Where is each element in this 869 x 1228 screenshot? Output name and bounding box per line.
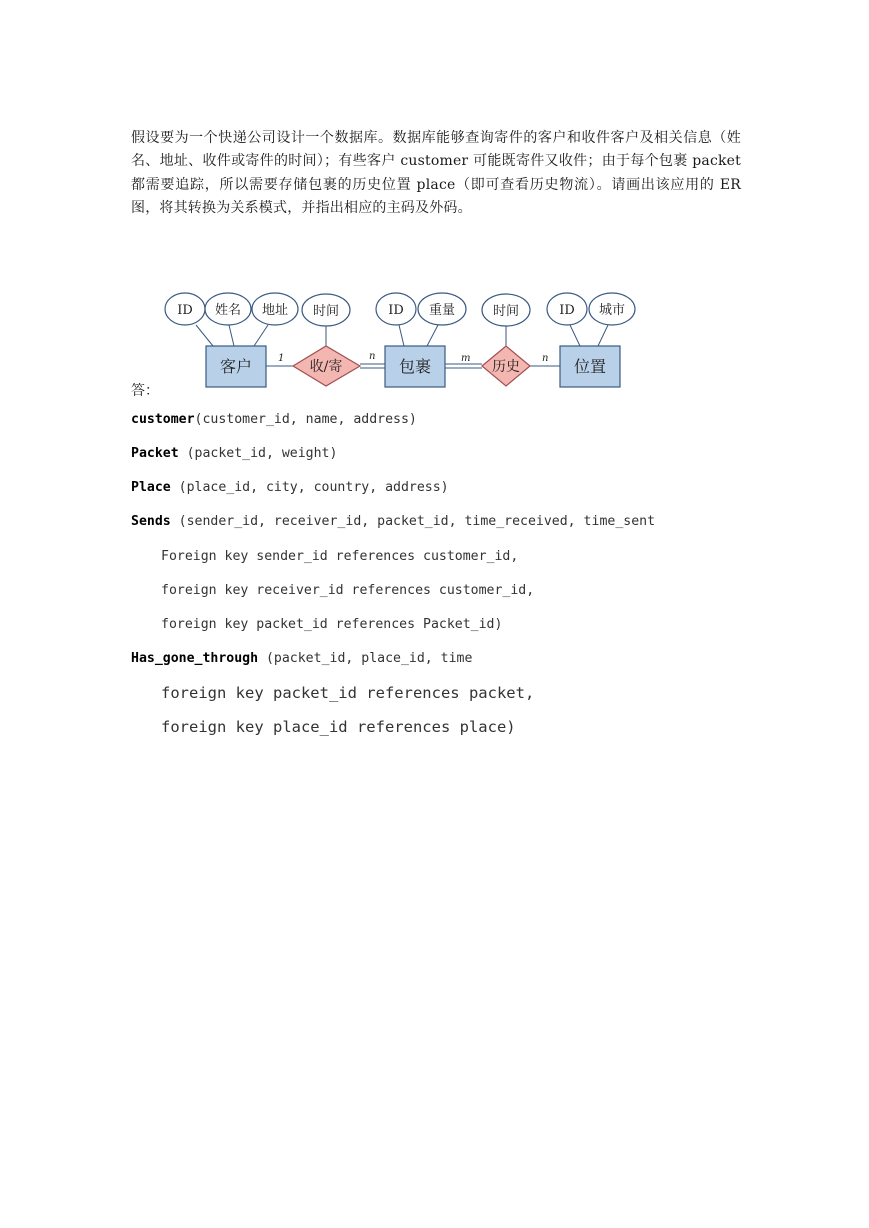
er-diagram: [0, 0, 869, 420]
attr-sends-time-label: 时间: [312, 304, 340, 319]
relationship-history-label: 历史: [492, 359, 520, 375]
cardinality-history-place: n: [542, 353, 549, 364]
packet-id-link: [399, 325, 404, 346]
schema-place-attrs: (place_id, city, country, address): [170, 480, 449, 495]
attr-place-city-label: 城市: [598, 303, 626, 318]
entity-place-label: 位置: [573, 357, 607, 376]
cardinality-packet-history: m: [461, 353, 471, 364]
schema-has-gone-through-attrs: (packet_id, place_id, time: [258, 651, 473, 666]
customer-name-link: [229, 325, 234, 346]
sends-foreign-key-2: foreign key receiver_id references customer_id,: [161, 583, 535, 598]
has-gone-through-foreign-key-1: foreign key packet_id references packet,: [161, 684, 535, 702]
customer-address-link: [254, 325, 268, 346]
attr-customer-id-label: ID: [177, 303, 193, 318]
attr-history-time-label: 时间: [492, 304, 520, 319]
entity-packet-label: 包裹: [398, 357, 432, 376]
schema-place: [131, 480, 449, 495]
schema-customer: [131, 412, 417, 427]
customer-id-link: [196, 325, 213, 346]
schema-sends: [131, 514, 655, 529]
schema-place-name: Place: [131, 480, 171, 495]
attr-place-id-label: ID: [559, 303, 575, 318]
place-id-link: [570, 325, 580, 346]
cardinality-customer-sends: 1: [278, 353, 285, 364]
schema-has-gone-through-name: Has_gone_through: [131, 651, 259, 666]
attr-packet-weight-label: 重量: [428, 303, 456, 318]
sends-foreign-key-1: Foreign key sender_id references customer_id,: [161, 549, 519, 564]
schema-customer-name: customer: [131, 412, 195, 427]
schema-packet-name: Packet: [131, 446, 179, 461]
has-gone-through-foreign-key-2: foreign key place_id references place): [161, 718, 516, 736]
relationship-sends-label: 收/寄: [309, 359, 343, 375]
question-text: 假设要为一个快递公司设计一个数据库。数据库能够查询寄件的客户和收件客户及相关信息（姓名、地址、收件或寄件的时间）；有些客户 customer 可能既寄件又收件；由于每个包裹 packet 都需要追踪，所以需要存储包裹的历史位置 place（即可查看历史物流）。请画出该应用的 ER 图，将其转换为关系模式，并指出相应的主码及外码。: [131, 130, 741, 217]
cardinality-sends-packet: n: [369, 351, 376, 362]
attr-packet-id-label: ID: [388, 303, 404, 318]
schema-packet: [131, 446, 337, 461]
place-city-link: [598, 325, 608, 346]
attr-customer-name-label: 姓名: [214, 303, 242, 318]
schema-customer-attrs: (customer_id, name, address): [194, 412, 417, 427]
schema-packet-attrs: (packet_id, weight): [178, 446, 338, 461]
packet-weight-link: [427, 325, 438, 346]
schema-sends-name: Sends: [131, 514, 171, 529]
entity-customer-label: 客户: [219, 357, 253, 376]
schema-has-gone-through: [131, 651, 472, 666]
attr-customer-address-label: 地址: [261, 303, 289, 318]
answer-label: 答：: [131, 383, 159, 399]
sends-foreign-key-3: foreign key packet_id references Packet_id): [161, 617, 503, 632]
schema-sends-attrs: (sender_id, receiver_id, packet_id, time_received, time_sent: [170, 514, 656, 529]
